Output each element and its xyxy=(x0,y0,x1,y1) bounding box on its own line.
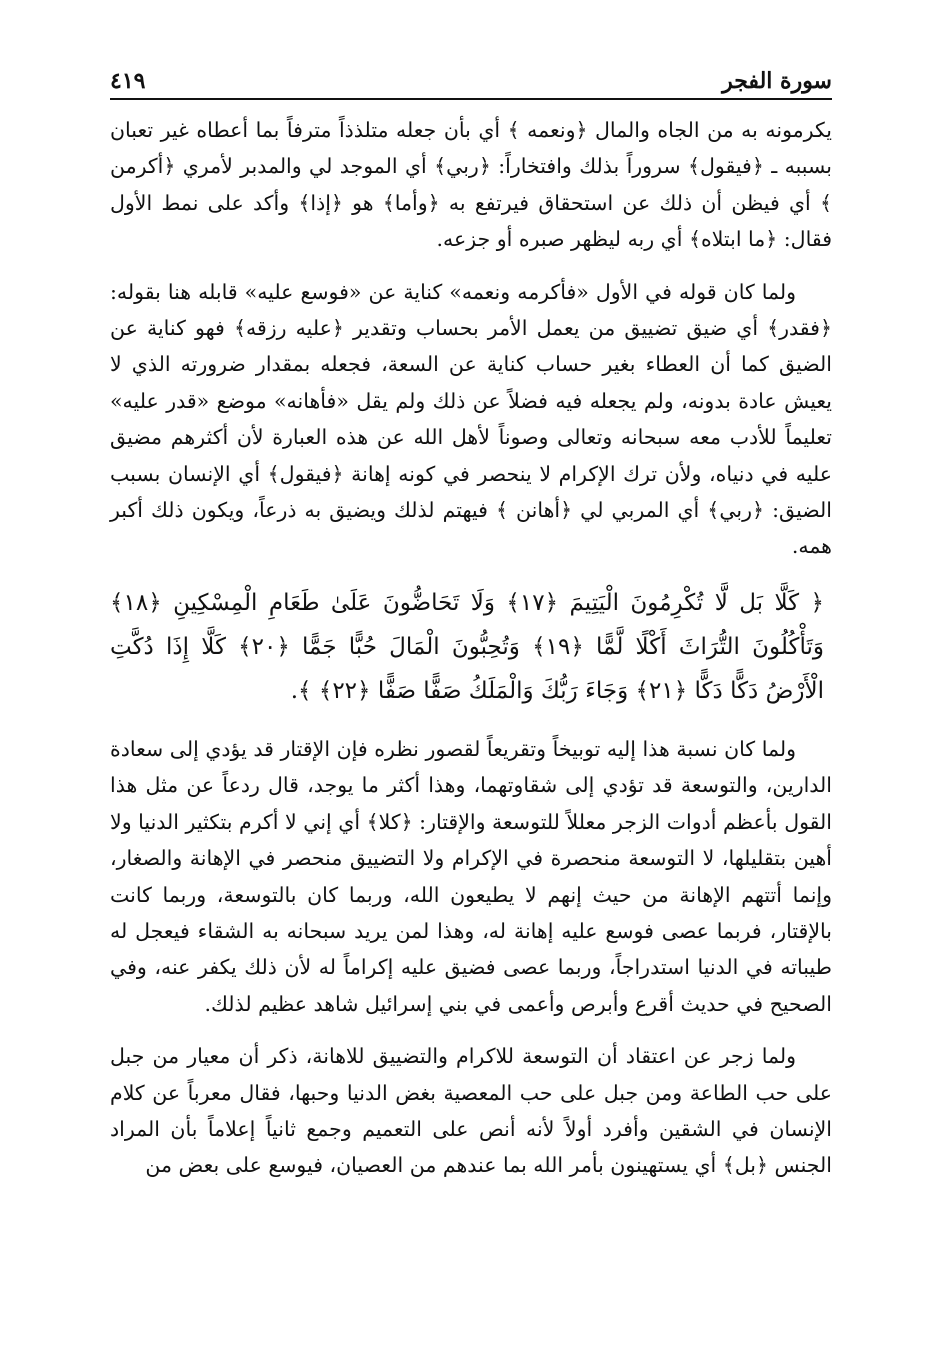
paragraph-4: ولما زجر عن اعتقاد أن التوسعة للاكرام والتضييق للاهانة، ذكر أن معيار من جبل على حب الطاعة ومن جبل على حب المعصية بغض الدنيا وحبها، فقال معرباً عن كلام الإنسان في الشقين وأفرد أولاً لأنه أنص على التعميم وجمع ثانياً إعلاماً بأن المراد الجنس ﴿بل﴾ أي يستهينون بأمر الله بما عندهم من العصيان، فيوسع على بعض من xyxy=(110,1044,832,1178)
page-number: ٤١٩ xyxy=(110,68,146,94)
surah-title: سورة الفجر xyxy=(722,68,832,94)
header-divider xyxy=(110,98,832,100)
page-header xyxy=(110,60,832,94)
page-body xyxy=(110,112,832,1200)
paragraph-1: يكرمونه به من الجاه والمال ﴿ونعمه ﴾ أي بأن جعله متلذذاً مترفاً بما أعطاه غير تعبان بسببه ـ ﴿فيقول﴾ سروراً بذلك وافتخاراً: ﴿ربي﴾ أي الموجد لي والمدبر لأمري ﴿أكرمن ﴾ أي فيظن أن ذلك عن استحقاق فيرتفع به ﴿وأما﴾ هو ﴿إذا﴾ وأكد على نمط الأول فقال: ﴿ما ابتلاه﴾ أي ربه ليظهر صبره أو جزعه. xyxy=(110,118,832,252)
paragraph-3: ولما كان نسبة هذا إليه توبيخاً وتقريعاً لقصور نظره فإن الإقتار قد يؤدي إلى سعادة الدارين، والتوسعة قد تؤدي إلى شقاوتهما، وهذا أكثر ما يوجد، قال ردعاً عن مثل هذا القول بأعظم أدوات الزجر معللاً للتوسعة والإقتار: ﴿كلا﴾ أي إني لا أكرم بتكثير الدنيا ولا أهين بتقليلها، لا التوسعة منحصرة في الإكرام ولا التضييق منحصر في الإهانة والصغار، وإنما أتتهم الإهانة من حيث إنهم لا يطيعون الله، وربما كان بالتوسعة، وربما كانت بالإقتار، فربما عصى فوسع عليه إهانة له، وهذا لمن يريد سبحانه به الشقاء فيعجل له طيباته في الدنيا استدراجاً، وربما عصى فضيق عليه إكراماً له لأن ذلك يكفر عنه، وفي الصحيح في حديث أقرع وأبرص وأعمى في بني إسرائيل شاهد عظيم لذلك. xyxy=(110,736,832,1016)
paragraph-2: ولما كان قوله في الأول «فأكرمه ونعمه» كناية عن «فوسع عليه» قابله هنا بقوله: ﴿فقدر﴾ أي ضيق تضييق من يعمل الأمر بحساب وتقدير ﴿عليه رزقه﴾ فهو كناية عن الضيق كما أن العطاء بغير حساب كناية عن السعة، فجعله بمقدار ضرورته الذي لا يعيش عادة بدونه، ولم يجعله فيه فضلاً عن ذلك ولم يقل «فأهانه» موضع «قدر عليه» تعليماً للأدب معه سبحانه وتعالى وصوناً لأهل الله عن هذه العبارة لأن أكثرهم مضيق عليه في دنياه، ولأن ترك الإكرام لا ينحصر في كونه إهانة ﴿فيقول﴾ أي الإنسان بسبب الضيق: ﴿ربي﴾ أي المربي لي ﴿أهانن ﴾ فيهتم لذلك ويضيق به ذرعاً، ويكون ذلك أكبر همه. xyxy=(110,279,832,559)
quran-verse-block: ﴿ كَلَّا بَل لَّا تُكْرِمُونَ الْيَتِيمَ ﴿١٧﴾ وَلَا تَحَاضُّونَ عَلَىٰ طَعَامِ الْمِسْكِينِ ﴿١٨﴾ وَتَأْكُلُونَ التُّرَاثَ أَكْلًا لَّمًّا ﴿١٩﴾ وَتُحِبُّونَ الْمَالَ حُبًّا جَمًّا ﴿٢٠﴾ كَلَّا إِذَا دُكَّتِ الْأَرْضُ دَكًّا دَكًّا ﴿٢١﴾ وَجَاءَ رَبُّكَ وَالْمَلَكُ صَفًّا صَفًّا ﴿٢٢﴾ ﴾. xyxy=(110,589,825,704)
